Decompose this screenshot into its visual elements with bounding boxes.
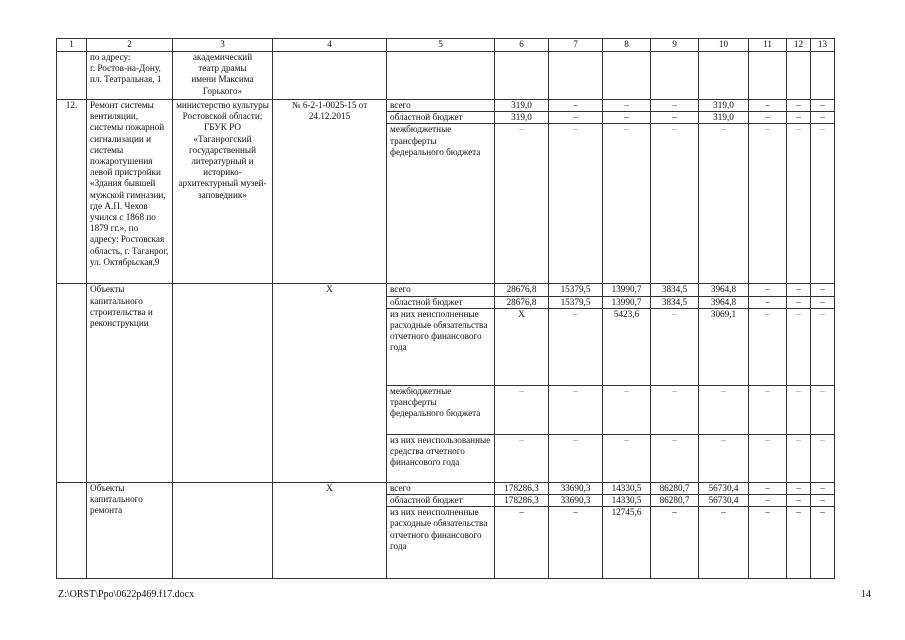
document-cell: № 6-2-1-0025-15 от 24.12.2015 [273, 100, 387, 284]
value-cell: – [495, 434, 549, 482]
value-cell: – [651, 100, 699, 112]
value-cell: – [699, 385, 749, 434]
col-header: 10 [699, 39, 749, 52]
page-number: 14 [861, 589, 871, 600]
document-cell: Х [273, 482, 387, 578]
value-cell: – [787, 284, 811, 296]
table-row [57, 284, 835, 296]
value-cell: – [811, 482, 835, 494]
col-header: 2 [87, 39, 173, 52]
value-cell: – [787, 308, 811, 385]
funding-source: из них неисполненные расходные обязательства отчетного финансового года [387, 308, 495, 385]
value-cell: 13990,7 [603, 284, 651, 296]
col-header: 7 [549, 39, 603, 52]
object-cell: Ремонт системы вентиляции, системы пожарной сигнализации и системы пожаротушения левой пристройки «Здания бывшей мужской гимназии, где А.П. Чехов учился с 1868 по 1879 гг.», по адресу: Ростовская область, г. Таганрог, ул. Октябрьская,9 [87, 100, 173, 284]
value-cell: – [787, 112, 811, 124]
col-header: 5 [387, 39, 495, 52]
value-cell: – [603, 124, 651, 284]
value-cell: – [749, 507, 787, 579]
value-cell: – [749, 124, 787, 284]
row-number [57, 284, 87, 482]
value-cell: – [699, 507, 749, 579]
funding-source: всего [387, 482, 495, 494]
funding-source: областной бюджет [387, 296, 495, 308]
value-cell: – [787, 296, 811, 308]
value-cell: – [787, 495, 811, 507]
header-row [57, 39, 835, 52]
value-cell: – [651, 124, 699, 284]
col-header: 12 [787, 39, 811, 52]
funding-source: областной бюджет [387, 495, 495, 507]
value-cell: – [495, 385, 549, 434]
funding-source: из них неисполненные расходные обязательства отчетного финансового года [387, 507, 495, 579]
value-cell: – [749, 482, 787, 494]
col-header: 3 [173, 39, 273, 52]
customer-cell [173, 284, 273, 482]
col-header: 8 [603, 39, 651, 52]
value-cell: – [549, 385, 603, 434]
value-cell: – [749, 495, 787, 507]
value-cell: 33690,3 [549, 495, 603, 507]
budget-table [56, 38, 835, 579]
col-header: 13 [811, 39, 835, 52]
value-cell: 178286,3 [495, 495, 549, 507]
value-cell: – [749, 308, 787, 385]
value-cell: – [549, 434, 603, 482]
value-cell: – [787, 100, 811, 112]
value-cell: – [603, 434, 651, 482]
value-cell: 319,0 [699, 112, 749, 124]
value-cell: – [603, 385, 651, 434]
value-cell: 13990,7 [603, 296, 651, 308]
value-cell: – [749, 434, 787, 482]
funding-source: всего [387, 284, 495, 296]
value-cell: 319,0 [495, 112, 549, 124]
value-cell: – [749, 284, 787, 296]
col-header: 4 [273, 39, 387, 52]
col-header: 11 [749, 39, 787, 52]
value-cell: – [651, 112, 699, 124]
table-row [57, 100, 835, 112]
value-cell: – [749, 100, 787, 112]
value-cell: – [749, 112, 787, 124]
value-cell: 14330,5 [603, 495, 651, 507]
customer-cell: министерство культуры Ростовской области; ГБУК РО «Таганрогский государственный литературный и историко-архитектурный музей-заповедник» [173, 100, 273, 284]
table-row [57, 482, 835, 494]
value-cell: – [811, 124, 835, 284]
col-header: 6 [495, 39, 549, 52]
value-cell: 56730,4 [699, 482, 749, 494]
value-cell: – [787, 507, 811, 579]
value-cell: – [495, 507, 549, 579]
value-cell: Х [495, 308, 549, 385]
value-cell: – [787, 124, 811, 284]
object-cell: Объекты капитального ремонта [87, 482, 173, 578]
value-cell: 3964,8 [699, 284, 749, 296]
value-cell: – [811, 296, 835, 308]
value-cell: 33690,3 [549, 482, 603, 494]
funding-source: всего [387, 100, 495, 112]
value-cell: – [811, 100, 835, 112]
value-cell: 86280,7 [651, 482, 699, 494]
value-cell: 15379,5 [549, 284, 603, 296]
value-cell: – [811, 385, 835, 434]
value-cell: 14330,5 [603, 482, 651, 494]
value-cell: 178286,3 [495, 482, 549, 494]
value-cell: – [549, 100, 603, 112]
funding-source: межбюджетные трансферты федерального бюджета [387, 385, 495, 434]
value-cell: – [787, 385, 811, 434]
object-cell: по адресу: г. Ростов-на-Дону, пл. Театральная, 1 [87, 52, 173, 100]
customer-cell: академический театр драмы имени Максима Горького» [173, 52, 273, 100]
value-cell: – [495, 124, 549, 284]
value-cell: 3964,8 [699, 296, 749, 308]
value-cell: – [549, 308, 603, 385]
value-cell: 15379,5 [549, 296, 603, 308]
col-header: 9 [651, 39, 699, 52]
row-number: 12. [57, 100, 87, 284]
value-cell: 28676,8 [495, 296, 549, 308]
value-cell: – [811, 284, 835, 296]
col-header: 1 [57, 39, 87, 52]
value-cell: – [549, 124, 603, 284]
value-cell: – [651, 308, 699, 385]
funding-source: областной бюджет [387, 112, 495, 124]
value-cell: 3834,5 [651, 284, 699, 296]
value-cell: 319,0 [495, 100, 549, 112]
value-cell: – [749, 385, 787, 434]
file-path: Z:\ORST\Ppo\0622p469.f17.docx [58, 589, 195, 600]
row-number [57, 482, 87, 578]
value-cell: – [651, 507, 699, 579]
value-cell: – [787, 482, 811, 494]
customer-cell [173, 482, 273, 578]
value-cell: 12745,6 [603, 507, 651, 579]
value-cell: – [549, 112, 603, 124]
value-cell: 3069,1 [699, 308, 749, 385]
value-cell: – [749, 296, 787, 308]
document-cell: Х [273, 284, 387, 482]
value-cell: 5423,6 [603, 308, 651, 385]
value-cell: – [811, 495, 835, 507]
object-cell: Объекты капитального строительства и реконструкции [87, 284, 173, 482]
value-cell: – [651, 385, 699, 434]
table-row [57, 52, 835, 100]
value-cell: 28676,8 [495, 284, 549, 296]
value-cell: – [603, 100, 651, 112]
value-cell: – [811, 308, 835, 385]
value-cell: – [811, 434, 835, 482]
value-cell: – [549, 507, 603, 579]
value-cell: 3834,5 [651, 296, 699, 308]
funding-source: из них неиспользованные средства отчетного финансового года [387, 434, 495, 482]
value-cell: – [811, 507, 835, 579]
value-cell: – [811, 112, 835, 124]
value-cell: 319,0 [699, 100, 749, 112]
value-cell: – [699, 124, 749, 284]
value-cell: 86280,7 [651, 495, 699, 507]
value-cell: – [699, 434, 749, 482]
funding-source: межбюджетные трансферты федерального бюджета [387, 124, 495, 284]
value-cell: – [603, 112, 651, 124]
value-cell: – [651, 434, 699, 482]
value-cell: 56730,4 [699, 495, 749, 507]
value-cell: – [787, 434, 811, 482]
